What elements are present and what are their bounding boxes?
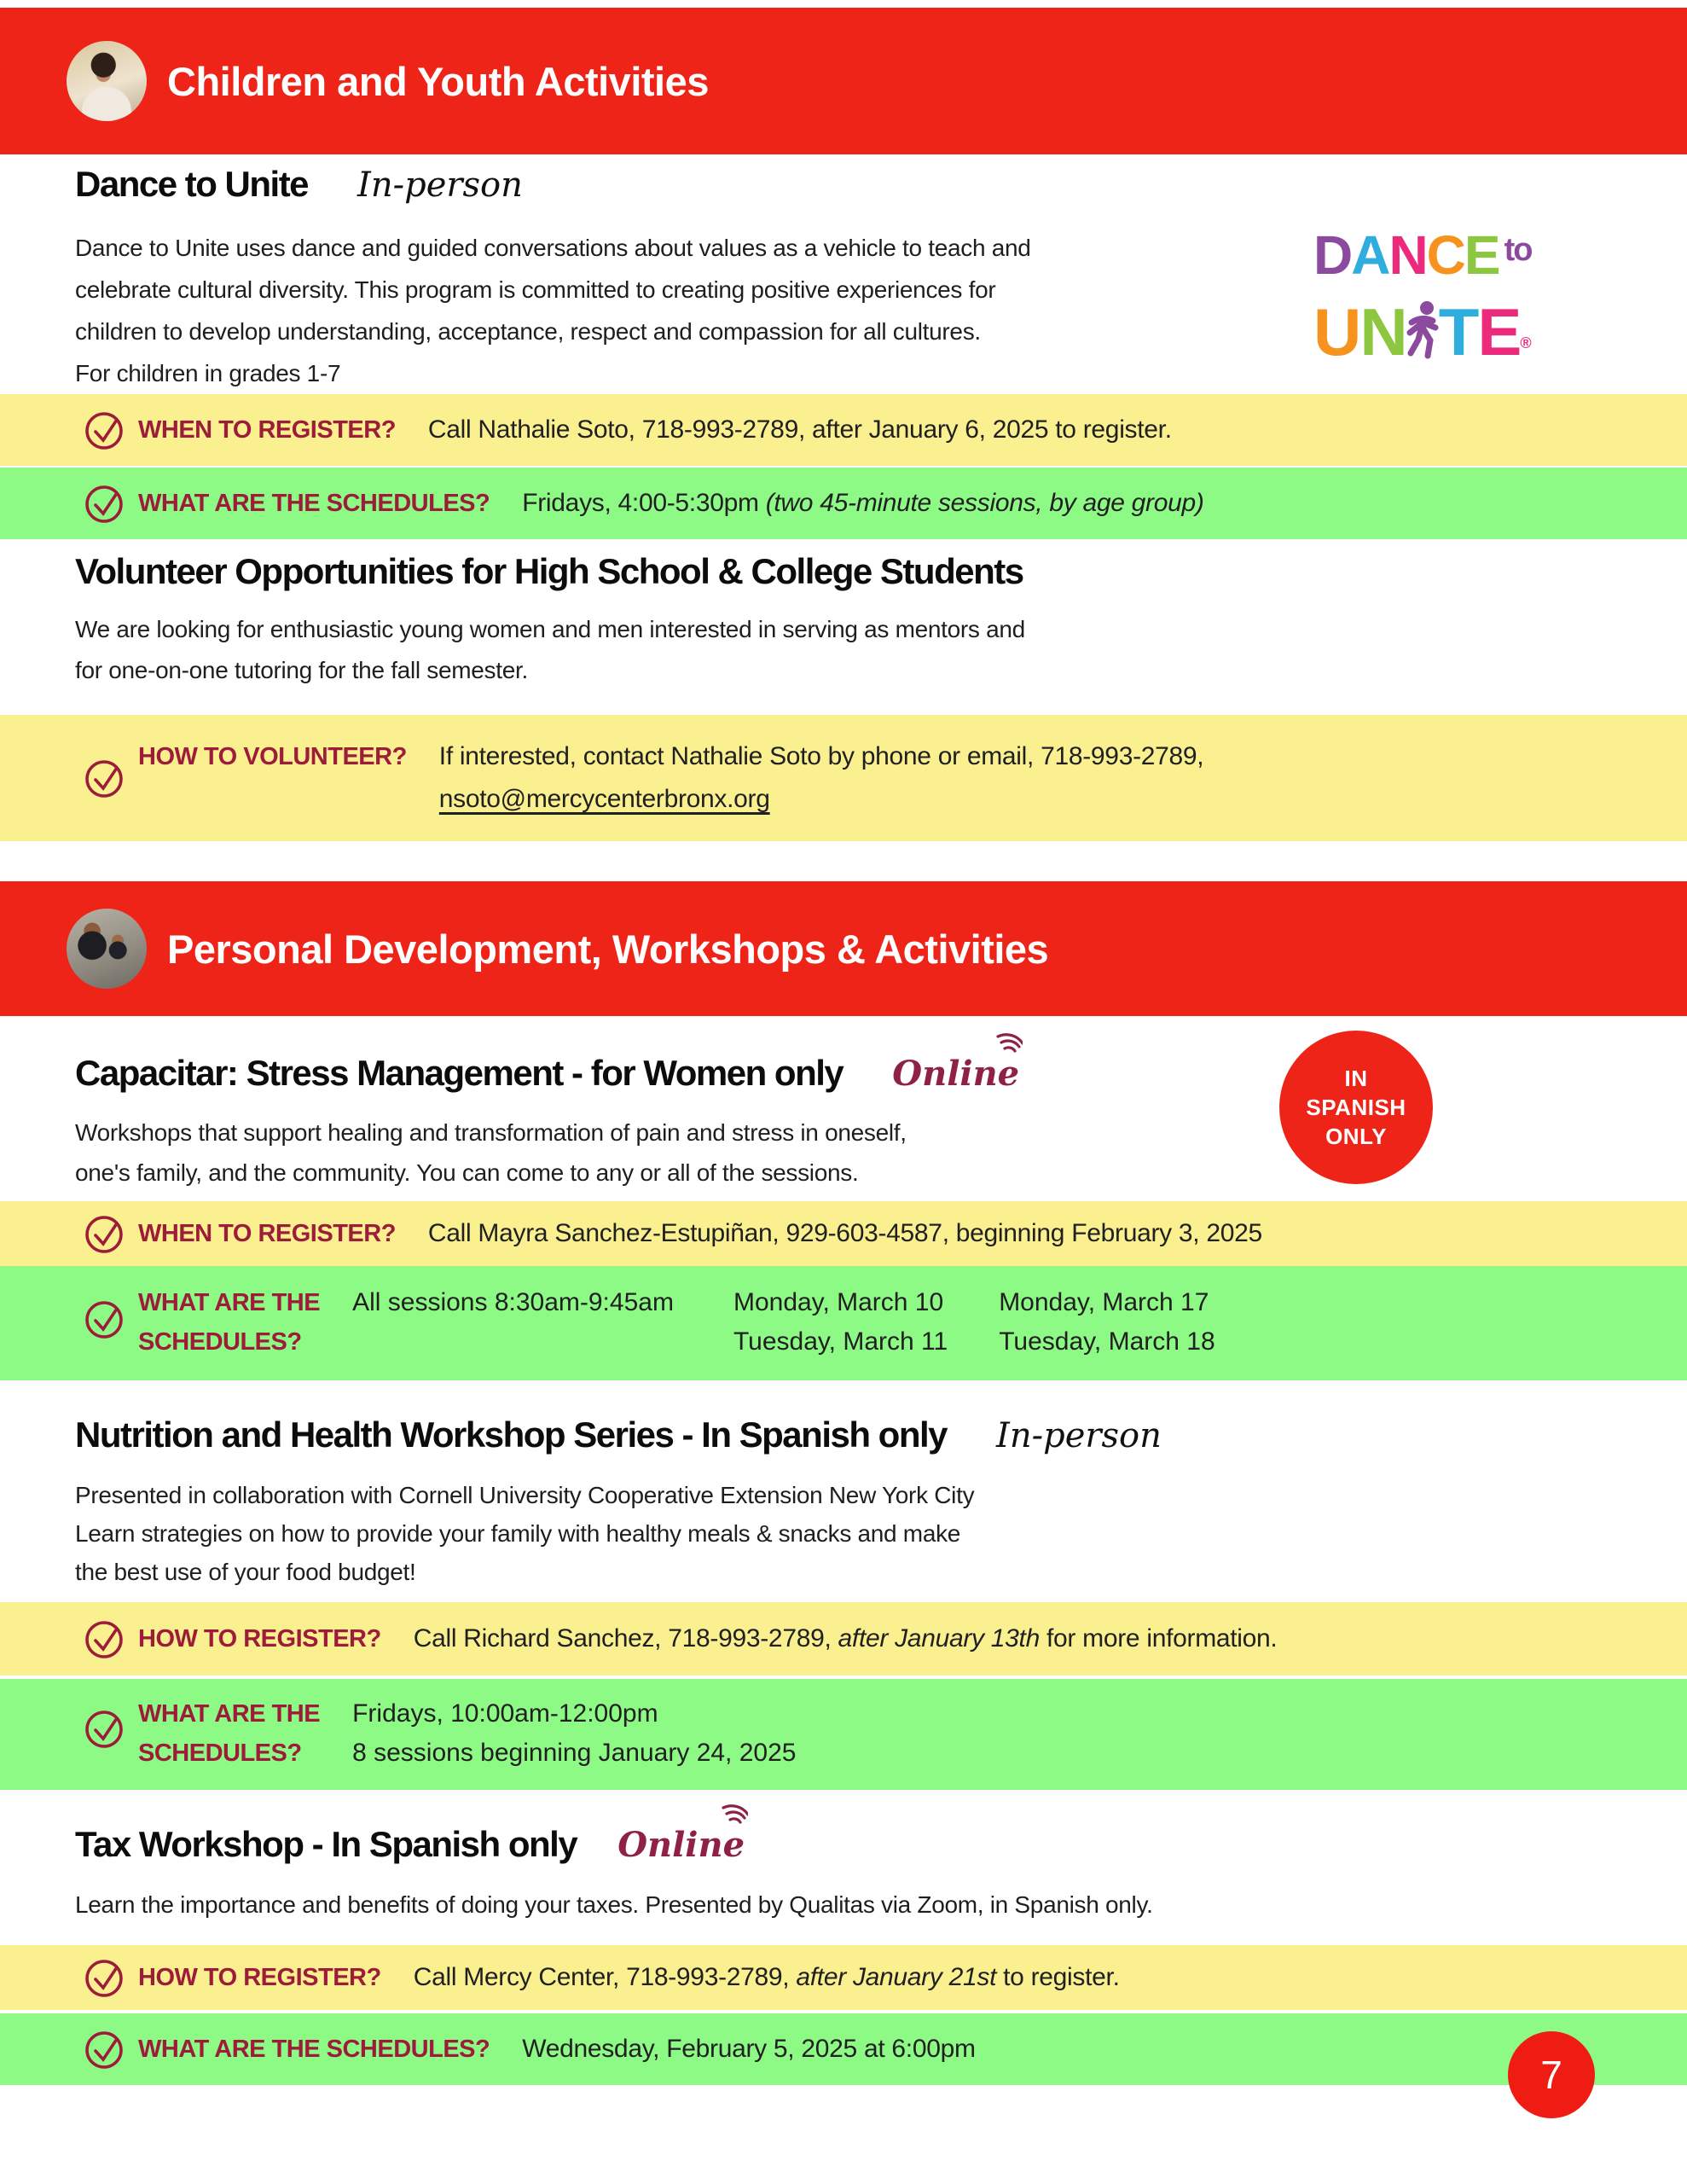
check-circle-icon	[82, 1955, 126, 2000]
tax-schedule-bar	[0, 2013, 1687, 2085]
personal-band-title: Personal Development, Workshops & Activities	[167, 926, 1049, 972]
dance-to-unite-logo: DANCE $^{to}$ UN TE®	[1313, 224, 1531, 380]
schedule-label: WHAT ARE THE SCHEDULES?	[138, 490, 490, 517]
check-circle-icon	[82, 1211, 126, 1256]
children-band	[0, 8, 1687, 154]
nutrition-title: Nutrition and Health Workshop Series - In Spanish only	[75, 1414, 948, 1455]
tax-register-bar	[0, 1945, 1687, 2010]
register-text: Call Mercy Center, 718-993-2789, after January 21st to register.	[413, 1963, 1120, 1991]
volunteer-contact: If interested, contact Nathalie Soto by phone or email, 718-993-2789, nsoto@mercycenterbronx.org	[438, 742, 1204, 813]
children-photo	[67, 41, 147, 121]
schedule-time: All sessions 8:30am-9:45am	[352, 1288, 674, 1316]
capacitar-mode-tag: Online	[892, 1054, 1019, 1094]
page-number-badge: 7	[1508, 2031, 1595, 2118]
capacitar-schedule-bar	[0, 1266, 1687, 1380]
volunteer-how-bar	[0, 715, 1687, 841]
check-circle-icon	[82, 481, 126, 526]
registered-mark: ®	[1520, 334, 1530, 351]
capacitar-description: Workshops that support healing and transformation of pain and stress in oneself, one's family, and the community. You can come to any or all of the sessions.	[75, 1119, 907, 1186]
schedule-dates-week2: Monday, March 17 Tuesday, March 18	[999, 1288, 1215, 1356]
personal-photo	[67, 909, 147, 989]
tax-heading-row	[75, 1824, 745, 1865]
nutrition-schedule-bar	[0, 1679, 1687, 1790]
register-label: HOW TO REGISTER?	[138, 1964, 381, 1991]
tax-description: Learn the importance and benefits of doing your taxes. Presented by Qualitas via Zoom, in Spanish only.	[75, 1891, 1153, 1918]
dancing-figure-icon	[1405, 300, 1441, 374]
tax-title: Tax Workshop - In Spanish only	[75, 1824, 577, 1864]
dance-title: Dance to Unite	[75, 164, 309, 204]
register-text: Call Richard Sanchez, 718-993-2789, after January 13th for more information.	[413, 1624, 1278, 1653]
register-text: Call Mayra Sanchez-Estupiñan, 929-603-4587, beginning February 3, 2025	[427, 1219, 1262, 1247]
nutrition-register-bar	[0, 1602, 1687, 1676]
check-circle-icon	[82, 1706, 126, 1751]
register-label: HOW TO REGISTER?	[138, 1625, 381, 1653]
nutrition-mode-tag: In-person	[996, 1416, 1162, 1455]
capacitar-title: Capacitar: Stress Management - for Women only	[75, 1053, 844, 1093]
volunteer-description: We are looking for enthusiastic young women and men interested in serving as mentors and for one-on-one tutoring for the fall semester.	[75, 616, 1025, 683]
schedule-text: Wednesday, February 5, 2025 at 6:00pm	[522, 2035, 976, 2063]
volunteer-email-link[interactable]: nsoto@mercycenterbronx.org	[438, 785, 770, 813]
in-spanish-only-badge: IN SPANISH ONLY	[1279, 1031, 1433, 1184]
dance-mode-tag: In-person	[357, 166, 523, 205]
schedule-text: Fridays, 4:00-5:30pm (two 45-minute sessions, by age group)	[522, 489, 1204, 517]
register-label: WHEN TO REGISTER?	[138, 1220, 396, 1247]
capacitar-register-bar	[0, 1201, 1687, 1266]
check-circle-icon	[82, 1297, 126, 1341]
dance-register-bar	[0, 394, 1687, 466]
dance-heading-row	[75, 164, 523, 205]
check-circle-icon	[82, 2027, 126, 2071]
schedule-dates-week1: Monday, March 10 Tuesday, March 11	[733, 1288, 948, 1356]
dance-schedule-bar	[0, 468, 1687, 539]
volunteer-title: Volunteer Opportunities for High School & College Students	[75, 551, 1023, 591]
nutrition-description: Presented in collaboration with Cornell University Cooperative Extension New York City Learn strategies on how to provide your family with healthy meals & snacks and make the best use of your food budget!	[75, 1482, 975, 1585]
wifi-icon	[717, 1803, 748, 1828]
check-circle-icon	[82, 756, 126, 800]
schedule-label: WHAT ARE THE SCHEDULES?	[138, 2036, 490, 2063]
volunteer-heading-row	[75, 551, 1023, 592]
schedule-label: WHAT ARE THE SCHEDULES?	[138, 1289, 321, 1356]
children-band-title: Children and Youth Activities	[167, 58, 709, 104]
capacitar-heading-row	[75, 1053, 1019, 1094]
schedule-label: WHAT ARE THE SCHEDULES?	[138, 1700, 321, 1767]
personal-band	[0, 881, 1687, 1016]
schedule-note: (two 45-minute sessions, by age group)	[765, 489, 1204, 517]
check-circle-icon	[82, 408, 126, 452]
schedule-lines: Fridays, 10:00am-12:00pm 8 sessions beginning January 24, 2025	[352, 1699, 797, 1767]
dance-description: Dance to Unite uses dance and guided conversations about values as a vehicle to teach and celebrate cultural diversity. This program is committed to creating positive experiences for children to develop understanding, acceptance, respect and compassion for all cultures. For children in grades 1-7	[75, 235, 1031, 386]
wifi-icon	[992, 1031, 1023, 1057]
tax-mode-tag: Online	[617, 1825, 745, 1865]
how-to-volunteer-label: HOW TO VOLUNTEER?	[138, 743, 407, 770]
register-text: Call Nathalie Soto, 718-993-2789, after January 6, 2025 to register.	[427, 415, 1172, 444]
check-circle-icon	[82, 1617, 126, 1661]
register-label: WHEN TO REGISTER?	[138, 416, 396, 444]
nutrition-heading-row	[75, 1414, 1162, 1455]
